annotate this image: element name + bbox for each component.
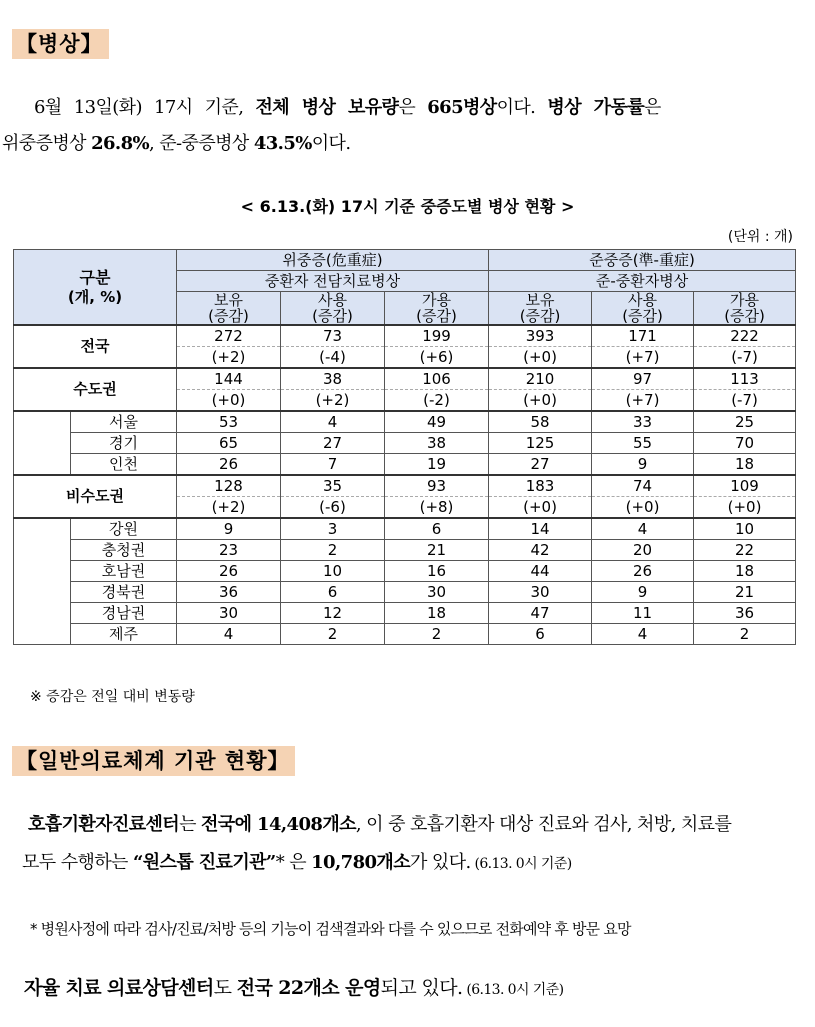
cell-change: (+2)	[177, 497, 281, 519]
table-row	[14, 433, 796, 454]
cell-value: 25	[694, 411, 796, 433]
cell-value: 4	[592, 518, 694, 540]
table-row	[14, 325, 796, 347]
header-group-critical-sub: 중환자 전담치료병상	[177, 271, 489, 292]
cell-value: 2	[385, 624, 489, 645]
clinic-note: * 병원사정에 따라 검사/진료/처방 등의 기능이 검색결과와 다를 수 있으므로 전화예약 후 방문 요망	[30, 920, 631, 938]
table-row	[14, 603, 796, 624]
cell-value: 27	[489, 454, 592, 476]
row-label: 경기	[71, 433, 177, 454]
cell-value: 93	[385, 475, 489, 497]
cell-value: 73	[281, 325, 385, 347]
row-label: 비수도권	[14, 475, 177, 518]
cell-value: 128	[177, 475, 281, 497]
cell-value: 44	[489, 561, 592, 582]
cell-change: (+0)	[177, 390, 281, 412]
cell-value: 183	[489, 475, 592, 497]
cell-value: 10	[694, 518, 796, 540]
cell-value: 30	[489, 582, 592, 603]
cell-value: 272	[177, 325, 281, 347]
cell-change: (+7)	[592, 390, 694, 412]
row-label: 호남권	[71, 561, 177, 582]
cell-value: 171	[592, 325, 694, 347]
bed-status-table	[13, 249, 796, 645]
cell-value: 74	[592, 475, 694, 497]
cell-value: 4	[177, 624, 281, 645]
cell-value: 222	[694, 325, 796, 347]
header-col-3: 보유 (증감)	[489, 292, 592, 326]
cell-value: 18	[385, 603, 489, 624]
cell-value: 35	[281, 475, 385, 497]
cell-value: 2	[694, 624, 796, 645]
row-label: 서울	[71, 411, 177, 433]
cell-value: 7	[281, 454, 385, 476]
header-col-2: 가용 (증감)	[385, 292, 489, 326]
table-row	[14, 624, 796, 645]
cell-value: 38	[385, 433, 489, 454]
clinic-paragraph-line1: 호흡기환자진료센터는 전국에 14,408개소, 이 중 호흡기환자 대상 진료와 검사, 처방, 치료를	[28, 814, 732, 835]
table-note: ※ 증감은 전일 대비 변동량	[30, 689, 195, 705]
cell-value: 26	[177, 454, 281, 476]
cell-value: 38	[281, 368, 385, 390]
cell-value: 3	[281, 518, 385, 540]
cell-value: 33	[592, 411, 694, 433]
cell-value: 97	[592, 368, 694, 390]
header-group-critical: 위중증(危重症)	[177, 250, 489, 271]
header-col-1: 사용 (증감)	[281, 292, 385, 326]
cell-value: 26	[177, 561, 281, 582]
cell-value: 19	[385, 454, 489, 476]
table-row	[14, 540, 796, 561]
table-title: < 6.13.(화) 17시 기준 중증도별 병상 현황 >	[240, 197, 575, 216]
cell-value: 12	[281, 603, 385, 624]
cell-change: (+0)	[489, 497, 592, 519]
cell-value: 26	[592, 561, 694, 582]
table-row	[14, 475, 796, 497]
cell-value: 49	[385, 411, 489, 433]
header-col-5: 가용 (증감)	[694, 292, 796, 326]
cell-value: 21	[385, 540, 489, 561]
cell-value: 30	[177, 603, 281, 624]
cell-value: 6	[489, 624, 592, 645]
cell-change: (+6)	[385, 347, 489, 369]
cell-value: 6	[385, 518, 489, 540]
cell-value: 27	[281, 433, 385, 454]
cell-value: 106	[385, 368, 489, 390]
cell-value: 22	[694, 540, 796, 561]
row-label: 경남권	[71, 603, 177, 624]
cell-change: (+0)	[489, 390, 592, 412]
cell-value: 21	[694, 582, 796, 603]
cell-value: 393	[489, 325, 592, 347]
cell-value: 210	[489, 368, 592, 390]
cell-value: 4	[281, 411, 385, 433]
section-heading-medical-system: 【일반의료체계 기관 현황】	[12, 746, 295, 776]
cell-value: 14	[489, 518, 592, 540]
cell-value: 9	[592, 582, 694, 603]
row-label: 제주	[71, 624, 177, 645]
cell-value: 9	[177, 518, 281, 540]
header-category: 구분 (개, %)	[14, 250, 177, 326]
cell-change: (+0)	[592, 497, 694, 519]
row-label: 강원	[71, 518, 177, 540]
row-label: 수도권	[14, 368, 177, 411]
beds-paragraph-line1: 6월 13일(화) 17시 기준, 전체 병상 보유량은 665병상이다. 병상 가동률은	[34, 97, 661, 118]
cell-value: 144	[177, 368, 281, 390]
header-col-4: 사용 (증감)	[592, 292, 694, 326]
cell-value: 55	[592, 433, 694, 454]
header-group-semicritical-sub: 준-중환자병상	[489, 271, 796, 292]
cell-value: 2	[281, 624, 385, 645]
cell-change: (+8)	[385, 497, 489, 519]
table-row	[14, 518, 796, 540]
table-row	[14, 454, 796, 476]
cell-value: 10	[281, 561, 385, 582]
table-row	[14, 368, 796, 390]
cell-value: 36	[694, 603, 796, 624]
indent-cell	[14, 411, 71, 475]
cell-value: 6	[281, 582, 385, 603]
cell-change: (+7)	[592, 347, 694, 369]
cell-value: 199	[385, 325, 489, 347]
cell-value: 125	[489, 433, 592, 454]
cell-change: (-2)	[385, 390, 489, 412]
cell-value: 20	[592, 540, 694, 561]
cell-value: 18	[694, 561, 796, 582]
cell-value: 11	[592, 603, 694, 624]
cell-value: 58	[489, 411, 592, 433]
cell-value: 70	[694, 433, 796, 454]
cell-value: 53	[177, 411, 281, 433]
header-group-semicritical: 준중증(準-重症)	[489, 250, 796, 271]
cell-change: (+2)	[177, 347, 281, 369]
header-col-0: 보유 (증감)	[177, 292, 281, 326]
indent-cell	[14, 518, 71, 645]
row-label: 경북권	[71, 582, 177, 603]
cell-change: (+2)	[281, 390, 385, 412]
counseling-paragraph: 자율 치료 의료상담센터도 전국 22개소 운영되고 있다. (6.13. 0시 기준)	[24, 977, 564, 999]
beds-paragraph-line2: 위중증병상 26.8%, 준-중증병상 43.5%이다.	[2, 133, 351, 154]
cell-value: 65	[177, 433, 281, 454]
row-label: 충청권	[71, 540, 177, 561]
cell-change: (+0)	[489, 347, 592, 369]
cell-change: (+0)	[694, 497, 796, 519]
table-unit: (단위 : 개)	[727, 229, 793, 245]
cell-value: 30	[385, 582, 489, 603]
table-row	[14, 561, 796, 582]
cell-value: 4	[592, 624, 694, 645]
row-label: 인천	[71, 454, 177, 476]
cell-value: 2	[281, 540, 385, 561]
cell-change: (-7)	[694, 390, 796, 412]
cell-change: (-7)	[694, 347, 796, 369]
cell-value: 47	[489, 603, 592, 624]
cell-value: 42	[489, 540, 592, 561]
row-label: 전국	[14, 325, 177, 368]
cell-value: 23	[177, 540, 281, 561]
table-row	[14, 411, 796, 433]
cell-value: 109	[694, 475, 796, 497]
cell-value: 113	[694, 368, 796, 390]
cell-change: (-6)	[281, 497, 385, 519]
clinic-paragraph-line2: 모두 수행하는 “원스톱 진료기관”* 은 10,780개소가 있다. (6.13. 0시 기준)	[22, 852, 572, 873]
cell-value: 36	[177, 582, 281, 603]
cell-value: 9	[592, 454, 694, 476]
cell-value: 16	[385, 561, 489, 582]
cell-value: 18	[694, 454, 796, 476]
section-heading-beds: 【병상】	[12, 29, 109, 59]
cell-change: (-4)	[281, 347, 385, 369]
table-row	[14, 582, 796, 603]
